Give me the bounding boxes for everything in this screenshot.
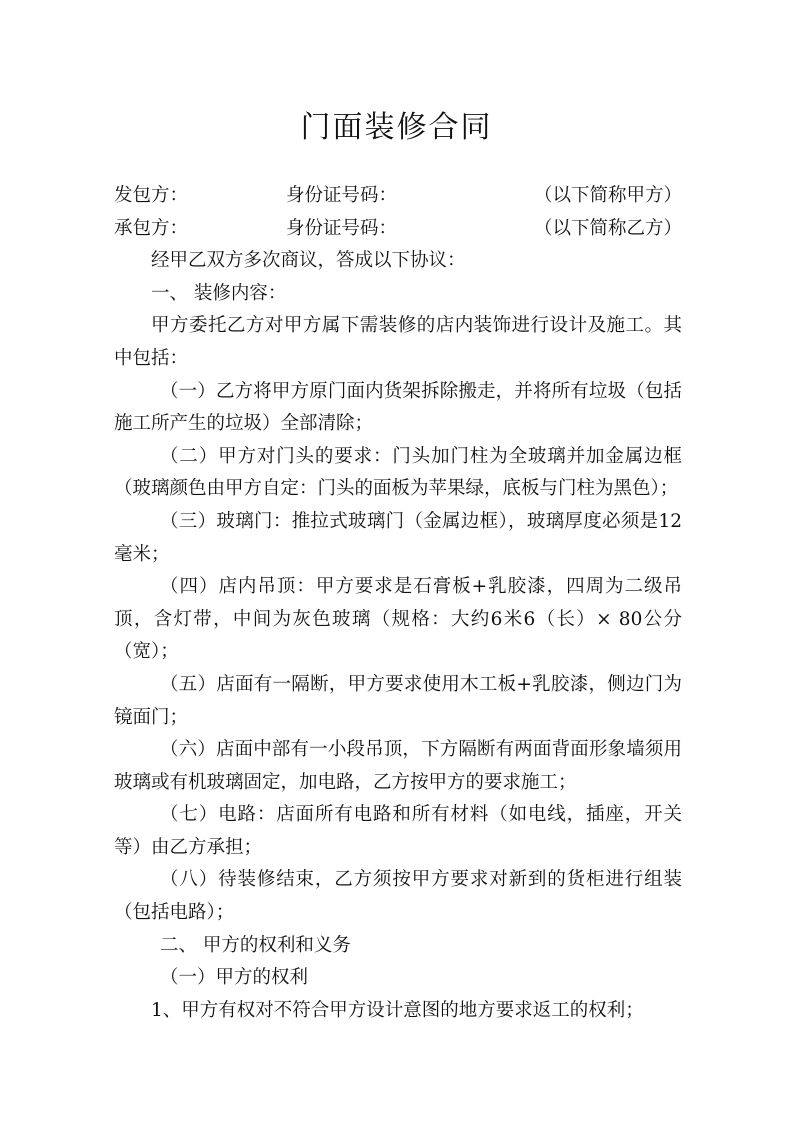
section-2-item-1: 1、甲方有权对不符合甲方设计意图的地方要求返工的权利； bbox=[151, 999, 644, 1021]
party-a-id-label: 身份证号码： bbox=[286, 185, 398, 206]
section-1-item-7: （七）电路：店面所有电路和所有材料（如电线，插座，开关等）由乙方承担； bbox=[114, 804, 682, 858]
section-1-item-8: （八）待装修结束，乙方须按甲方要求对新到的货柜进行组装（包括电路）； bbox=[114, 869, 682, 924]
section-1-item-5: （五）店面有一隔断，甲方要求使用木工板+乳胶漆，侧边门为镜面门； bbox=[114, 673, 682, 728]
section-1-item-1: （一）乙方将甲方原门面内货架拆除搬走，并将所有垃圾（包括施工所产生的垃圾）全部清除； bbox=[114, 380, 682, 435]
section-1-item-2: （二）甲方对门头的要求：门头加门柱为全玻璃并加金属边框（玻璃颜色由甲方自定：门头的面板为苹果绿，底板与门柱为黑色）； bbox=[114, 445, 682, 500]
party-b-line bbox=[114, 213, 682, 246]
section-2-heading: 二、 甲方的权利和义务 bbox=[160, 934, 351, 956]
contract-body bbox=[114, 180, 682, 1027]
section-1-lead: 甲方委托乙方对甲方属下需装修的店内装饰进行设计及施工。其中包括： bbox=[114, 315, 682, 369]
section-2-sub-heading: （一）甲方的权利 bbox=[160, 967, 309, 989]
section-1-item-4: （四）店内吊顶：甲方要求是石膏板+乳胶漆，四周为二级吊顶，含灯带，中间为灰色玻璃（规格：大约6米6（长）× 80公分（宽）； bbox=[114, 576, 682, 663]
party-a-alias: （以下简称甲方） bbox=[533, 185, 682, 206]
party-a-label: 发包方： bbox=[114, 185, 189, 206]
party-b-alias: （以下简称乙方） bbox=[533, 217, 682, 239]
intro-paragraph: 经甲乙双方多次商议，答成以下协议： bbox=[151, 250, 466, 272]
party-a-line bbox=[114, 180, 682, 213]
party-b-id-label: 身份证号码： bbox=[286, 217, 398, 239]
section-1-item-3: （三）玻璃门：推拉式玻璃门（金属边框），玻璃厚度必须是12毫米； bbox=[114, 510, 682, 565]
party-b-label: 承包方： bbox=[114, 217, 189, 239]
section-1-item-6: （六）店面中部有一小段吊顶，下方隔断有两面背面形象墙须用玻璃或有机玻璃固定，加电路，乙方按甲方的要求施工； bbox=[114, 739, 682, 793]
section-1-heading: 一、 装修内容： bbox=[151, 282, 287, 304]
contract-title: 门面装修合同 bbox=[300, 110, 493, 145]
